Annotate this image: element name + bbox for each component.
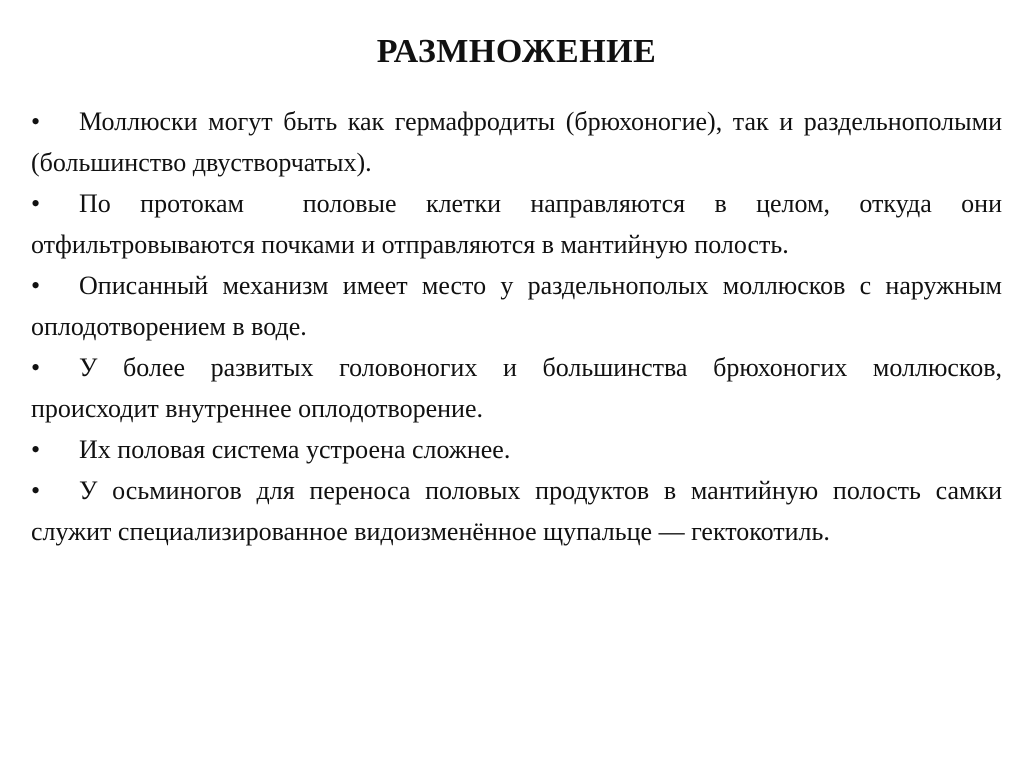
slide-title: РАЗМНОЖЕНИЕ: [376, 33, 657, 70]
bullet-item: [31, 183, 1009, 265]
bullet-list: [31, 101, 1009, 552]
bullet-text: Описанный механизм имеет место у раздельнополых моллюсков с наружным оплодотворением в воде.: [31, 271, 1002, 341]
bullet-marker: •: [31, 107, 41, 136]
bullet-marker: •: [31, 476, 41, 505]
bullet-item: [31, 101, 1002, 183]
bullet-marker: •: [31, 353, 41, 382]
bullet-marker: •: [31, 271, 41, 300]
bullet-marker: •: [31, 189, 41, 218]
bullet-text: По протокам половые клетки направляются в целом, откуда они отфильтровываются почками и отправляются в мантийную полость.: [31, 189, 1009, 259]
bullet-item: [31, 347, 1002, 429]
bullet-marker: •: [31, 435, 41, 464]
bullet-item: [31, 470, 1002, 552]
bullet-text: Их половая система устроена сложнее.: [79, 435, 511, 464]
bullet-item: [31, 265, 1002, 347]
bullet-item: [31, 429, 1002, 470]
bullet-text: У более развитых головоногих и большинства брюхоногих моллюсков, происходит внутреннее оплодотворение.: [31, 353, 1002, 423]
bullet-text: У осьминогов для переноса половых продуктов в мантийную полость самки служит специализированное видоизменённое щупальце — гектокотиль.: [31, 476, 1002, 546]
bullet-text: Моллюски могут быть как гермафродиты (брюхоногие), так и раздельнополыми (большинство двустворчатых).: [31, 107, 1002, 177]
